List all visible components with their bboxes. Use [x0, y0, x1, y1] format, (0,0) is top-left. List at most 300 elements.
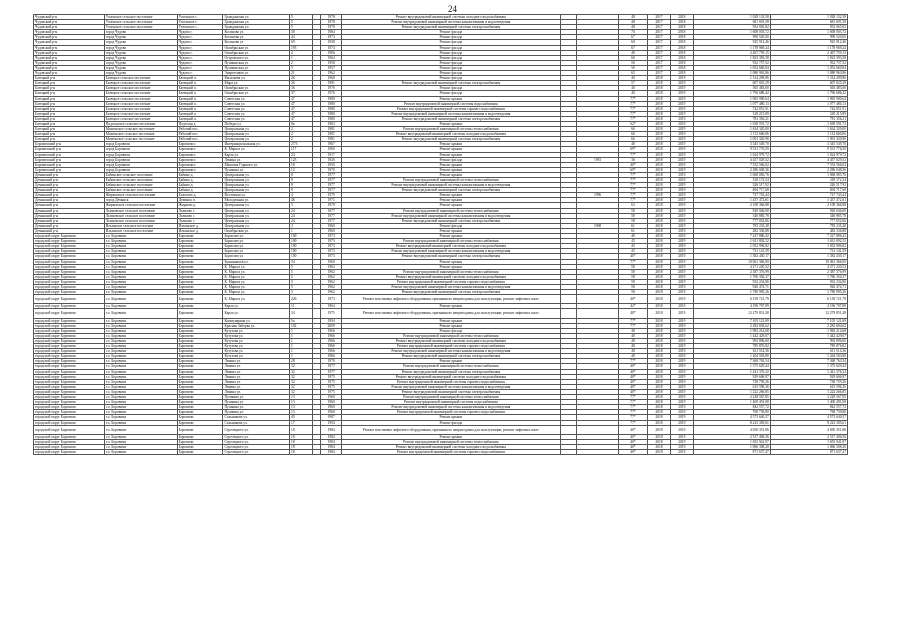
cell-work-type: Ремонт внутридомовой инженерной системы горячего водоснабжения: [342, 450, 561, 455]
cell-start-year: 2018: [648, 142, 671, 147]
cell-municipality: г.о. Боровичи: [104, 415, 177, 420]
cell-year-built: 1962: [321, 264, 342, 269]
cell-municipality: г.о. Боровичи: [104, 400, 177, 405]
cell-street: Борисова ул.: [223, 244, 290, 249]
cell-total-cost: 2 108 366,88: [770, 203, 847, 208]
cell-work-type: Ремонт внутридомовой инженерной системы водоснабжения: [342, 400, 561, 405]
cell-locality: Бабино д.: [177, 172, 223, 177]
cell-municipality: город Боровичи: [104, 152, 177, 157]
cell-work-type: Ремонт фасада: [342, 86, 561, 91]
cell-end-year: 2019: [670, 137, 693, 142]
cell-locality: Боровичи: [177, 434, 223, 439]
cell-year-built: 1979: [321, 203, 342, 208]
cell-year-reconstructed: 1996: [577, 193, 619, 198]
cell-cost: 731 141,59: [693, 249, 770, 254]
cell-end-year: 2019: [670, 374, 693, 379]
cell-district: Батецкий р-н: [34, 137, 105, 142]
cell-start-year: 2018: [648, 374, 671, 379]
cell-end-year: 2018: [670, 30, 693, 35]
cell-year-built: 1970: [321, 167, 342, 172]
cell-wear-percent: 42*: [618, 304, 647, 309]
cell-year-built: 1962: [321, 71, 342, 76]
cell-total-cost: 4 050 351,86: [770, 425, 847, 434]
cell-district: городской округ Боровичи: [34, 279, 105, 284]
cell-cost: 777 052,06: [693, 218, 770, 223]
cell-year-built: 1977: [321, 369, 342, 374]
cell-work-type: Ремонт внутридомовой инженерной системы канализования и водоотведения: [342, 111, 561, 116]
cell-work-type: Ремонт крыши: [342, 167, 561, 172]
cell-end-year: 2019: [670, 81, 693, 86]
cell-locality: Боровичи: [177, 379, 223, 384]
cell-wear-percent: 48: [618, 142, 647, 147]
cell-municipality: Успенское сельское поселение: [104, 20, 177, 25]
cell-year-reconstructed: [577, 295, 619, 304]
cell-street: Октябрьская ул.: [223, 50, 290, 55]
cell-locality: Батецкий п.: [177, 106, 223, 111]
cell-municipality: г.о. Боровичи: [104, 379, 177, 384]
cell-district: Боровичский р-н: [34, 162, 105, 167]
cell-district: Демянский р-н: [34, 198, 105, 203]
cell-locality: Боровичи: [177, 264, 223, 269]
cell-start-year: 2018: [648, 218, 671, 223]
cell-wear-percent: 58: [618, 218, 647, 223]
cell-street: К. Маркса ул.: [223, 295, 290, 304]
cell-locality: Боровичи: [177, 323, 223, 328]
cell-house-number: 5: [290, 264, 313, 269]
cell-start-year: 2018: [648, 384, 671, 389]
cell-locality: Боровичи: [177, 234, 223, 239]
cell-district: Чудовский р-н: [34, 45, 105, 50]
cell-district: Боровичский р-н: [34, 142, 105, 147]
cell-district: городской округ Боровичи: [34, 295, 105, 304]
cell-wear-percent: 50: [618, 60, 647, 65]
cell-work-type: Ремонт внутридомовой инженерной системы канализования и водоотведения: [342, 183, 561, 188]
cell-cost: 1 441 376,32: [693, 369, 770, 374]
cell-start-year: 2018: [648, 290, 671, 295]
cell-year-built: 1971: [321, 198, 342, 203]
cell-locality: Подгощи д.: [177, 121, 223, 126]
cell-year-reconstructed: [577, 425, 619, 434]
cell-work-type: Ремонт внутридомовой инженерной системы электроснабжения: [342, 25, 561, 30]
cell-year-reconstructed: 1981: [577, 157, 619, 162]
cell-street: Косинова ул.: [223, 30, 290, 35]
cell-district: Демянский р-н: [34, 228, 105, 233]
cell-total-cost: 1 634 320,00: [770, 127, 847, 132]
cell-house-number: 1: [290, 55, 313, 60]
cell-locality: Боровичи: [177, 450, 223, 455]
cell-cost: 1 112 660,06: [693, 132, 770, 137]
cell-end-year: 2019: [670, 259, 693, 264]
cell-municipality: г.о. Боровичи: [104, 405, 177, 410]
cell-year-built: 1975: [321, 374, 342, 379]
cell-locality: Чудово г.: [177, 30, 223, 35]
cell-end-year: 2019: [670, 309, 693, 318]
cell-cost: 1 314 209,86: [693, 76, 770, 81]
cell-municipality: город Чудово: [104, 55, 177, 60]
cell-start-year: 2017: [648, 30, 671, 35]
cell-year-built: 1917: [321, 152, 342, 157]
cell-street: Борисова ул.: [223, 249, 290, 254]
cell-work-type: Ремонт крыши: [342, 203, 561, 208]
cell-cost: 10 061 366,00: [693, 259, 770, 264]
cell-locality: Рабочий пос.: [177, 132, 223, 137]
cell-total-cost: 929 046,00: [770, 208, 847, 213]
cell-street: Центральная ул.: [223, 127, 290, 132]
cell-house-number: 69: [290, 40, 313, 45]
cell-total-cost: 2 517 406,56: [770, 434, 847, 439]
cell-wear-percent: 61: [618, 228, 647, 233]
cell-district: городской округ Боровичи: [34, 290, 105, 295]
cell-wear-percent: 77*: [618, 318, 647, 323]
cell-district: Батецкий р-н: [34, 111, 105, 116]
cell-cost: 785 876,82: [693, 344, 770, 349]
cell-total-cost: 1 028 132,58: [770, 15, 847, 20]
cell-start-year: 2017: [648, 40, 671, 45]
cell-house-number: 5: [290, 203, 313, 208]
cell-end-year: 2018: [670, 65, 693, 70]
cell-start-year: 2018: [648, 147, 671, 152]
cell-year-built: 1960: [321, 228, 342, 233]
cell-total-cost: 742 851,91: [770, 106, 847, 111]
cell-street: Гражданская ул.: [223, 15, 290, 20]
cell-street: Центральная ул.: [223, 137, 290, 142]
cell-locality: Батецкий п.: [177, 116, 223, 121]
cell-house-number: 100: [290, 244, 313, 249]
cell-year-built: 1979: [321, 193, 342, 198]
cell-total-cost: 785 876,82: [770, 344, 847, 349]
cell-total-cost: 4 271 220,52: [770, 264, 847, 269]
cell-wear-percent: 61: [618, 223, 647, 228]
cell-work-type: Ремонт фасада: [342, 76, 561, 81]
cell-house-number: 3: [290, 223, 313, 228]
cell-house-number: 1: [290, 344, 313, 349]
cell-municipality: город Боровичи: [104, 147, 177, 152]
cell-locality: Бабино д.: [177, 178, 223, 183]
cell-year-reconstructed: [577, 309, 619, 318]
cell-start-year: 2017: [648, 20, 671, 25]
cell-total-cost: 1 400 491,08: [770, 400, 847, 405]
cell-start-year: 2017: [648, 15, 671, 20]
cell-district: Боровичский р-н: [34, 147, 105, 152]
cell-end-year: 2019: [670, 254, 693, 259]
cell-municipality: Бабинское сельское поселение: [104, 178, 177, 183]
cell-street: Кутузова ул.: [223, 333, 290, 338]
cell-cost: 2 282 694,62: [693, 323, 770, 328]
cell-street: Островского ул.: [223, 55, 290, 60]
cell-street: Стрелецкого ул.: [223, 425, 290, 434]
cell-cost: 2 228 567,85: [693, 395, 770, 400]
cell-total-cost: 2 387 376,99: [770, 269, 847, 274]
cell-house-number: 4: [290, 50, 313, 55]
cell-municipality: г.о. Боровичи: [104, 425, 177, 434]
cell-year-built: 2009: [321, 323, 342, 328]
cell-total-cost: 932 234,86: [770, 279, 847, 284]
cell-cost: 607 025,29: [693, 81, 770, 86]
cell-start-year: 2018: [648, 121, 671, 126]
cell-house-number: 226: [290, 295, 313, 304]
cell-end-year: 2019: [670, 444, 693, 449]
cell-wear-percent: 77*: [618, 415, 647, 420]
cell-year-reconstructed: [577, 450, 619, 455]
cell-municipality: г.о. Боровичи: [104, 364, 177, 369]
cell-house-number: 5: [290, 284, 313, 289]
cell-cost: 1 080 963,86: [693, 71, 770, 76]
cell-house-number: 47: [290, 96, 313, 101]
cell-total-cost: 929 606,97: [770, 374, 847, 379]
cell-wear-percent: 58: [618, 274, 647, 279]
cell-start-year: 2018: [648, 364, 671, 369]
cell-locality: Боровичи: [177, 304, 223, 309]
cell-cost: 12 279 851,28: [693, 309, 770, 318]
cell-total-cost: 7 368 763,54: [770, 359, 847, 364]
cell-year-built: 1984: [321, 30, 342, 35]
cell-wear-percent: 48: [618, 15, 647, 20]
cell-end-year: 2019: [670, 400, 693, 405]
cell-total-cost: 1 608 003,72: [770, 30, 847, 35]
cell-street: К. Маркса ул.: [223, 284, 290, 289]
cell-house-number: 5: [290, 20, 313, 25]
cell-district: городской округ Боровичи: [34, 269, 105, 274]
cell-locality: Чудово г.: [177, 40, 223, 45]
cell-work-type: Ремонт внутридомовой инженерной системы холодного водоснабжения: [342, 374, 561, 379]
cell-wear-percent: 65: [618, 71, 647, 76]
cell-year-built: 1960: [321, 223, 342, 228]
cell-total-cost: 1 760 356,37: [770, 274, 847, 279]
cell-district: городской округ Боровичи: [34, 415, 105, 420]
cell-total-cost: 1 965 990,64: [770, 96, 847, 101]
cell-municipality: г.о. Боровичи: [104, 344, 177, 349]
cell-wear-percent: 48: [618, 25, 647, 30]
cell-cost: 925 912,46: [693, 40, 770, 45]
cell-municipality: Бабинское сельское поселение: [104, 188, 177, 193]
cell-district: Демянский р-н: [34, 208, 105, 213]
cell-cost: 932 757,52: [693, 60, 770, 65]
cell-end-year: 2019: [670, 167, 693, 172]
cell-cost: 340 885,78: [693, 213, 770, 218]
cell-end-year: 2019: [670, 290, 693, 295]
cell-start-year: 2018: [648, 439, 671, 444]
cell-district: городской округ Боровичи: [34, 274, 105, 279]
cell-municipality: г.о. Боровичи: [104, 279, 177, 284]
cell-total-cost: 932 757,52: [770, 60, 847, 65]
cell-street: Интернациональная ул.: [223, 142, 290, 147]
cell-building: [312, 425, 320, 434]
cell-total-cost: 1 655 941,97: [770, 439, 847, 444]
cell-work-type: Ремонт внутридомовой инженерной системы электроснабжения: [342, 254, 561, 259]
cell-street: Энергетиков ул.: [223, 71, 290, 76]
cell-municipality: г.о. Боровичи: [104, 333, 177, 338]
cell-locality: Ильинское д.: [177, 223, 223, 228]
cell-cost: 1 965 990,64: [693, 96, 770, 101]
cell-street: К. Маркса ул.: [223, 264, 290, 269]
cell-district: городской округ Боровичи: [34, 259, 105, 264]
cell-district: Демянский р-н: [34, 178, 105, 183]
cell-cost: 926 474,71: [693, 284, 770, 289]
cell-municipality: г.о. Боровичи: [104, 395, 177, 400]
cell-total-cost: 1 441 376,32: [770, 369, 847, 374]
cell-wear-percent: 77*: [618, 111, 647, 116]
cell-work-type: Ремонт крыши: [342, 264, 561, 269]
cell-cost: 1 066 308,20: [693, 444, 770, 449]
cell-cost: 1 655 941,97: [693, 439, 770, 444]
cell-cost: 1 796 686,42: [693, 91, 770, 96]
cell-district: городской округ Боровичи: [34, 395, 105, 400]
cell-house-number: 17: [290, 420, 313, 425]
cell-locality: Боровичи: [177, 279, 223, 284]
cell-municipality: город Демянск: [104, 198, 177, 203]
cell-locality: Боровичи: [177, 410, 223, 415]
cell-house-number: 123: [290, 157, 313, 162]
cell-locality: Боровичи: [177, 254, 223, 259]
cell-wear-percent: 77*: [618, 152, 647, 157]
cell-street: Советская ул.: [223, 116, 290, 121]
cell-street: Стрелецкого ул.: [223, 444, 290, 449]
cell-locality: Рабочий пос.: [177, 137, 223, 142]
cell-end-year: 2019: [670, 269, 693, 274]
cell-total-cost: 2 228 567,85: [770, 395, 847, 400]
cell-wear-percent: 66: [618, 132, 647, 137]
cell-cost: 318 215,89: [693, 111, 770, 116]
cell-locality: Успенское с.: [177, 20, 223, 25]
cell-municipality: город Боровичи: [104, 142, 177, 147]
cell-end-year: 2019: [670, 420, 693, 425]
cell-work-type: Ремонт внутридомовой инженерной системы теплоснабжения: [342, 208, 561, 213]
cell-total-cost: 842 557,72: [770, 405, 847, 410]
cell-start-year: 2018: [648, 323, 671, 328]
cell-municipality: Батецкое сельское поселение: [104, 96, 177, 101]
cell-street: К. Маркса ул.: [223, 274, 290, 279]
cell-street: Центральная ул.: [223, 183, 290, 188]
cell-total-cost: 925 912,46: [770, 40, 847, 45]
cell-municipality: г.о. Боровичи: [104, 450, 177, 455]
cell-end-year: 2019: [670, 304, 693, 309]
cell-district: городской округ Боровичи: [34, 384, 105, 389]
cell-start-year: 2018: [648, 228, 671, 233]
cell-municipality: г.о. Боровичи: [104, 295, 177, 304]
cell-start-year: 2018: [648, 254, 671, 259]
cell-street: Пушкина ул.: [223, 405, 290, 410]
cell-year-built: 1981: [321, 81, 342, 86]
cell-start-year: 2018: [648, 249, 671, 254]
cell-house-number: 32: [290, 384, 313, 389]
cell-wear-percent: 40*: [618, 444, 647, 449]
cell-start-year: 2018: [648, 450, 671, 455]
cell-municipality: г.о. Боровичи: [104, 304, 177, 309]
cell-year-built: 1966: [321, 339, 342, 344]
cell-work-type: Ремонт фасада: [342, 91, 561, 96]
cell-district: городской округ Боровичи: [34, 249, 105, 254]
cell-municipality: Мошенское сельское поселение: [104, 127, 177, 132]
cell-house-number: 24: [290, 213, 313, 218]
cell-house-number: 4: [290, 193, 313, 198]
cell-municipality: г.о. Боровичи: [104, 249, 177, 254]
cell-end-year: 2019: [670, 410, 693, 415]
cell-building: [312, 309, 320, 318]
cell-house-number: 5: [290, 65, 313, 70]
cell-year-built: 1964: [321, 304, 342, 309]
cell-start-year: 2018: [648, 198, 671, 203]
cell-total-cost: 1 068 083,76: [770, 172, 847, 177]
cell-municipality: г.о. Боровичи: [104, 328, 177, 333]
cell-start-year: 2018: [648, 162, 671, 167]
cell-cost: 694 717,68: [693, 188, 770, 193]
cell-cost: 1 178 969,24: [693, 45, 770, 50]
cell-wear-percent: 45: [618, 239, 647, 244]
cell-cost: 952 065,82: [693, 25, 770, 30]
cell-end-year: 2018: [670, 50, 693, 55]
cell-end-year: 2019: [670, 339, 693, 344]
cell-district: Батецкий р-н: [34, 127, 105, 132]
cell-cost: 4 271 220,52: [693, 264, 770, 269]
cell-end-year: 2019: [670, 295, 693, 304]
cell-work-type: Ремонт внутридомовой инженерной системы холодного водоснабжения: [342, 15, 561, 20]
cell-wear-percent: 58: [618, 290, 647, 295]
cell-municipality: г.о. Боровичи: [104, 244, 177, 249]
cell-street: Победы ул.: [223, 121, 290, 126]
cell-start-year: 2018: [648, 208, 671, 213]
cell-wear-percent: 77*: [618, 323, 647, 328]
cell-district: Батецкий р-н: [34, 106, 105, 111]
cell-work-type: Ремонт внутридомовой инженерной системы электроснабжения: [342, 116, 561, 121]
cell-municipality: Батецкое сельское поселение: [104, 81, 177, 86]
cell-year-built: 1974: [321, 45, 342, 50]
cell-wear-percent: 36: [618, 157, 647, 162]
cell-street: Коммунарная ул.: [223, 318, 290, 323]
cell-locality: Лычково с.: [177, 213, 223, 218]
cell-end-year: 2019: [670, 328, 693, 333]
cell-cost: 4 573 640,57: [693, 415, 770, 420]
cell-cost: 727 743,44: [693, 193, 770, 198]
cell-municipality: Батецкое сельское поселение: [104, 111, 177, 116]
cell-end-year: 2019: [670, 434, 693, 439]
cell-cost: 7 368 763,54: [693, 359, 770, 364]
cell-locality: Чудово г.: [177, 71, 223, 76]
cell-cost: 4 050 351,86: [693, 425, 770, 434]
cell-start-year: 2018: [648, 274, 671, 279]
cell-work-type: Ремонт внутридомовой инженерной системы теплоснабжения: [342, 178, 561, 183]
cell-street: Гражданская ул.: [223, 20, 290, 25]
cell-cost: 1 823 393,58: [693, 55, 770, 60]
cell-end-year: 2019: [670, 244, 693, 249]
cell-total-cost: 615 596,36: [770, 384, 847, 389]
cell-start-year: 2018: [648, 213, 671, 218]
cell-locality: Боровичи: [177, 269, 223, 274]
cell-start-year: 2017: [648, 60, 671, 65]
cell-year-built: 1994: [321, 420, 342, 425]
cell-locality: Боровичи: [177, 425, 223, 434]
cell-work-type: Ремонт фасада: [342, 35, 561, 40]
cell-district: Боровичский р-н: [34, 152, 105, 157]
cell-district: Демянский р-н: [34, 218, 105, 223]
cell-locality: Батецкий п.: [177, 96, 223, 101]
cell-locality: Боровичи: [177, 359, 223, 364]
cell-cost: 4 196 707,89: [693, 304, 770, 309]
cell-work-type: Ремонт внутридомовой инженерной системы электроснабжения: [342, 389, 561, 394]
cell-work-type: Ремонт крыши: [342, 228, 561, 233]
cell-locality: Боровичи: [177, 239, 223, 244]
cell-total-cost: 2 286 048,36: [770, 167, 847, 172]
cell-municipality: город Боровичи: [104, 157, 177, 162]
cell-total-cost: 611 514,36: [770, 349, 847, 354]
cell-locality: Боровичи: [177, 244, 223, 249]
cell-municipality: г.о. Боровичи: [104, 420, 177, 425]
cell-district: Демянский р-н: [34, 188, 105, 193]
cell-street: Восточная ул.: [223, 193, 290, 198]
cell-municipality: г.о. Боровичи: [104, 269, 177, 274]
cell-end-year: 2019: [670, 279, 693, 284]
cell-work-type: Ремонт или замена лифтового оборудования, признанного непригодным для эксплуатации, ремонт лифтовых шахт: [342, 309, 561, 318]
cell-start-year: 2018: [648, 127, 671, 132]
